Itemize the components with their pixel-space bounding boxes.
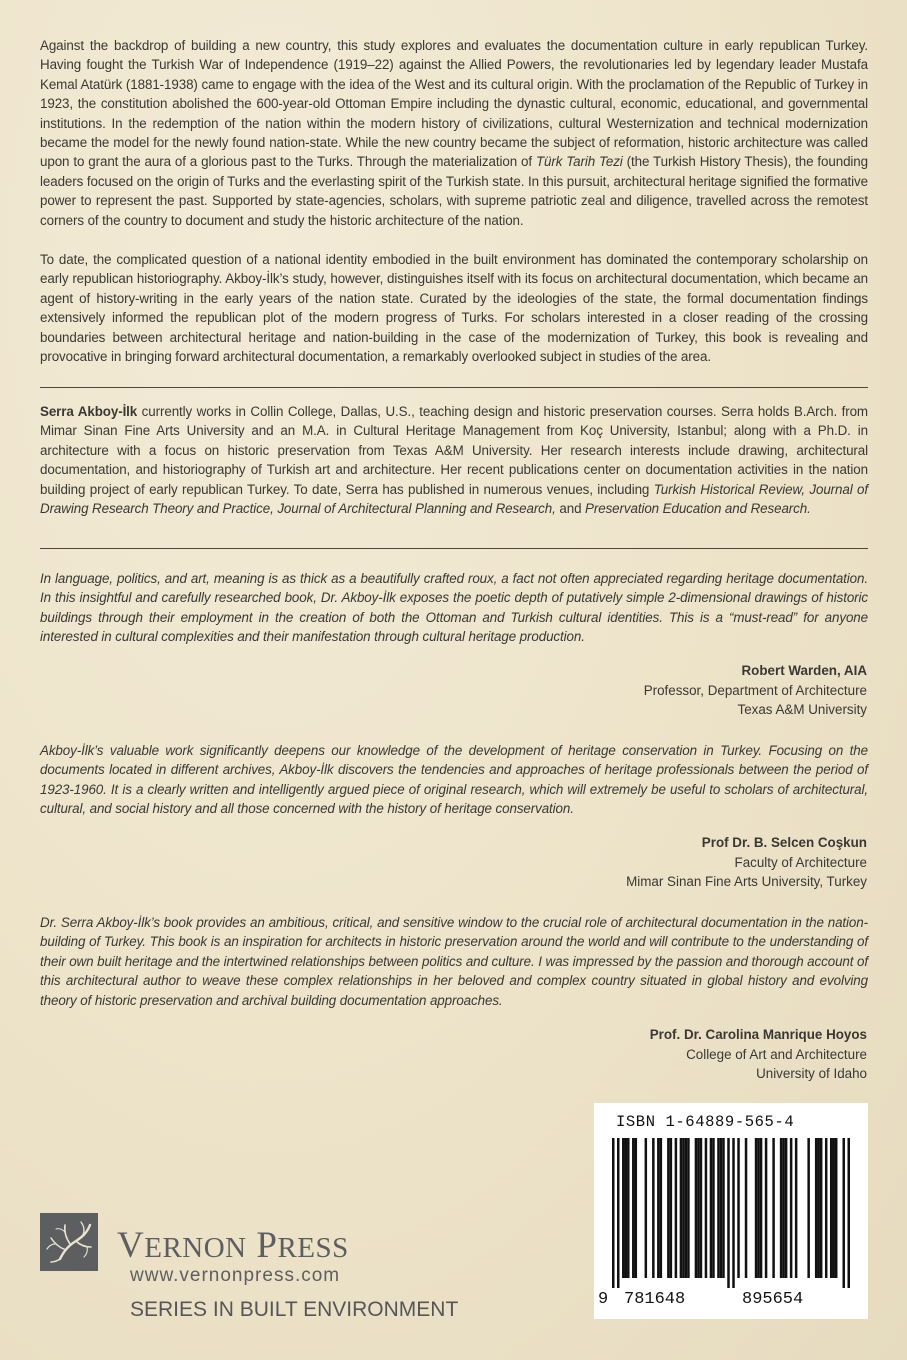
isbn-group-left: 781648 (624, 1290, 686, 1309)
barcode-bar (760, 1138, 763, 1278)
vernon-press-logo (40, 1213, 98, 1271)
bio-text: currently works in Collin College, Dallas, U.S., teaching design and historic preservation courses. Serra holds B.Arch. from Mimar Sinan Fine Arts University and an M.A. in Cultural Heritage Management from Koç University, Istanbul; along with a Ph.D. in architecture with a focus on historic preservation from Texas A&M University. Her research interests include drawing, architectural documentation, and historiography of Turkish art and architecture. Her recent publications center on documentation activities in the nation building project of early republican Turkey. To date, Serra has published in numerous venues, including (40, 404, 868, 497)
bio-venues: Turkish Historical Review, Journal of Drawing Research Theory and Practice, Journal of Architectural Planning and Research, (40, 481, 868, 517)
divider (40, 548, 868, 549)
barcode-guard-bar (727, 1138, 730, 1288)
reviewer-title: Professor, Department of Architecture (643, 682, 867, 698)
bio-last-venue: Preservation Education and Research. (585, 501, 811, 517)
intro-paragraph-1 (40, 36, 868, 230)
barcode-bar (632, 1138, 635, 1278)
barcode-bar (815, 1138, 818, 1278)
intro-text-cont: (the Turkish History Thesis), the founding leaders focused on the origin of Turks and the everlasting spirit of the Turkish state. In this pursuit, architectural heritage signified the formative power to represent the past. Supported by state-agencies, scholars, with supreme patriotic zeal and diligence, travelled across the remotest corners of the country to document and study the historic architecture of the nation. (40, 154, 869, 228)
series-title: SERIES IN BUILT ENVIRONMENT (130, 1298, 459, 1321)
barcode-bar (765, 1138, 768, 1278)
barcode-bar (785, 1138, 788, 1278)
barcode-bar (682, 1138, 685, 1278)
barcode-guard-bar (617, 1138, 620, 1288)
review-quote: In language, politics, and art, meaning is as thick as a beautifully crafted roux, a fact not often appreciated regarding heritage documentation. In this insightful and carefully researched book, Dr. Akboy-İlk exposes the poetic depth of putatively simple 2-dimensional drawings of historic buildings through their employment in the creation of both the Ottoman and Turkish cultural identities. This is a “must-read” for anyone interested in cultural complexities and their manifestation through cultural heritage production. (40, 571, 868, 645)
reviewer-name: Robert Warden, AIA (741, 663, 867, 678)
barcode-bar (645, 1138, 648, 1278)
review-quote: Akboy-İlk’s valuable work significantly deepens our knowledge of the development of heritage conservation in Turkey. Focusing on the documents located in different archives, Akboy-İlk discovers the tendencies and approaches of heritage professionals between the period of 1923-1960. It is a clearly written and intelligently argued piece of original research, which will extremely be useful to scholars of architectural, cultural, and social history and all those concerned with the history of heritage conservation. (40, 743, 868, 817)
barcode-bar (712, 1138, 715, 1278)
barcode-bar (705, 1138, 708, 1278)
isbn-first-digit: 9 (598, 1290, 609, 1309)
barcode-bar (780, 1138, 783, 1278)
reviewer-affiliation: University of Idaho (756, 1066, 867, 1082)
reviewer-affiliation: Texas A&M University (737, 702, 867, 718)
barcode-bar (670, 1138, 673, 1278)
barcode-bar (710, 1138, 713, 1278)
reviewer-title: Faculty of Architecture (734, 854, 867, 870)
publisher-url: www.vernonpress.com (130, 1265, 341, 1286)
barcode-bar (835, 1138, 838, 1278)
review-quote: Dr. Serra Akboy-İlk’s book provides an ambitious, critical, and sensitive window to the crucial role of architectural documentation in the nation-building of Turkey. This book is an inspiration for architects in historic preservation around the world and will contribute to the understanding of their own built heritage and the intertwined relationships between politics and culture. I was impressed by the passion and thorough account of this architectural author to weave these complex relationships in her beloved and complex country situated in global history and evolving theory of historic preservation and archival building documentation approaches. (40, 915, 868, 1008)
intro-text: Against the backdrop of building a new country, this study explores and evaluates the documentation culture in early republican Turkey. Having fought the Turkish War of Independence (1919–22) against the Allied Powers, the revolutionaries led by legendary leader Mustafa Kemal Atatürk (1881-1938) came to engage with the idea of the West and its cultural origin. With the proclamation of the Republic of Turkey in 1923, the constitution abolished the 600-year-old Ottoman Empire including the dynastic cultural, economic, educational, and governmental institutions. In the redemption of the nation within the modern history of civilizations, cultural Westernization and technical modernization became the model for the newly found nation-state. While the new country became the subject of reformation, historic architecture was called upon to grant the aura of a glorious past to the Turks. Through the materialization of (40, 38, 868, 170)
barcode-guard-bar (732, 1138, 735, 1288)
publisher-word-ress: RESS (277, 1232, 349, 1264)
barcode-bar (635, 1138, 638, 1278)
author-bio (40, 402, 868, 518)
tree-icon (40, 1213, 98, 1271)
barcode-bar (782, 1138, 785, 1278)
author-name: Serra Akboy-İlk (40, 404, 138, 419)
barcode-bar (790, 1138, 793, 1278)
barcode-bar (745, 1138, 748, 1278)
barcode-bar (685, 1138, 688, 1278)
barcode-bar (722, 1138, 725, 1278)
barcode-bar (627, 1138, 630, 1278)
barcode-bar (817, 1138, 820, 1278)
reviewer-name: Prof. Dr. Carolina Manrique Hoyos (649, 1027, 867, 1042)
barcode-guard-bar (842, 1138, 845, 1288)
barcode-bar (695, 1138, 698, 1278)
bio-conjunction: and (555, 501, 586, 517)
barcode-bar (807, 1138, 810, 1278)
barcode-bar (720, 1138, 723, 1278)
barcode-bar (652, 1138, 655, 1278)
barcode-bar (757, 1138, 760, 1278)
publisher-initial-p: P (256, 1225, 278, 1266)
barcode-bar (820, 1138, 823, 1278)
barcode-bar (697, 1138, 700, 1278)
barcode-bar (755, 1138, 758, 1278)
reviewer-signature (626, 833, 867, 892)
barcode-bar (832, 1138, 835, 1278)
isbn-label: ISBN 1-64889-565-4 (616, 1113, 795, 1131)
barcode-guard-bar (612, 1138, 615, 1288)
barcode-bar (625, 1138, 628, 1278)
intro-paragraph-2: To date, the complicated question of a national identity embodied in the built environment has dominated the contemporary scholarship on early republican historiography. Akboy-İlk’s study, however, distinguishes itself with its focus on architectural documentation, which became an agent of history-writing in the early years of the nation state. Curated by the ideologies of the state, the formal documentation findings extensively informed the republican plot of the modern progress of Turks. For scholars interested in a closer reading of the crossing boundaries between architectural heritage and nation-building in the case of the modernization of Turkey, this book is revealing and provocative in bringing forward architectural documentation, a remarkably overlooked subject in studies of the area. (40, 252, 868, 365)
barcode-bar (660, 1138, 663, 1278)
publisher-name (117, 1226, 349, 1268)
barcode-bar (737, 1138, 740, 1278)
reviewer-signature (644, 661, 867, 720)
barcode-bar (687, 1138, 690, 1278)
barcode-bar (717, 1138, 720, 1278)
barcode-bar (657, 1138, 660, 1278)
publisher-word-ernon: ERNON (144, 1232, 247, 1264)
barcode-bar (675, 1138, 678, 1278)
reviewer-title: College of Art and Architecture (686, 1046, 867, 1062)
divider (40, 387, 868, 388)
isbn-group-right: 895654 (742, 1290, 804, 1309)
barcode-bar (825, 1138, 828, 1278)
barcode-bar (830, 1138, 833, 1278)
reviewer-signature (650, 1025, 867, 1084)
barcode-bar (622, 1138, 625, 1278)
barcode-bar (680, 1138, 683, 1278)
reviewer-affiliation: Mimar Sinan Fine Arts University, Turkey (626, 874, 867, 890)
isbn-barcode (594, 1103, 868, 1319)
barcode-bar (795, 1138, 798, 1278)
barcode-bars (612, 1138, 850, 1288)
barcode-guard-bar (847, 1138, 850, 1288)
barcode-bar (772, 1138, 775, 1278)
barcode-bar (667, 1138, 670, 1278)
thesis-title: Türk Tarih Tezi (535, 154, 623, 170)
publisher-initial-v: V (117, 1225, 145, 1266)
reviewer-name: Prof Dr. B. Selcen Coşkun (701, 835, 867, 850)
barcode-bar (700, 1138, 703, 1278)
